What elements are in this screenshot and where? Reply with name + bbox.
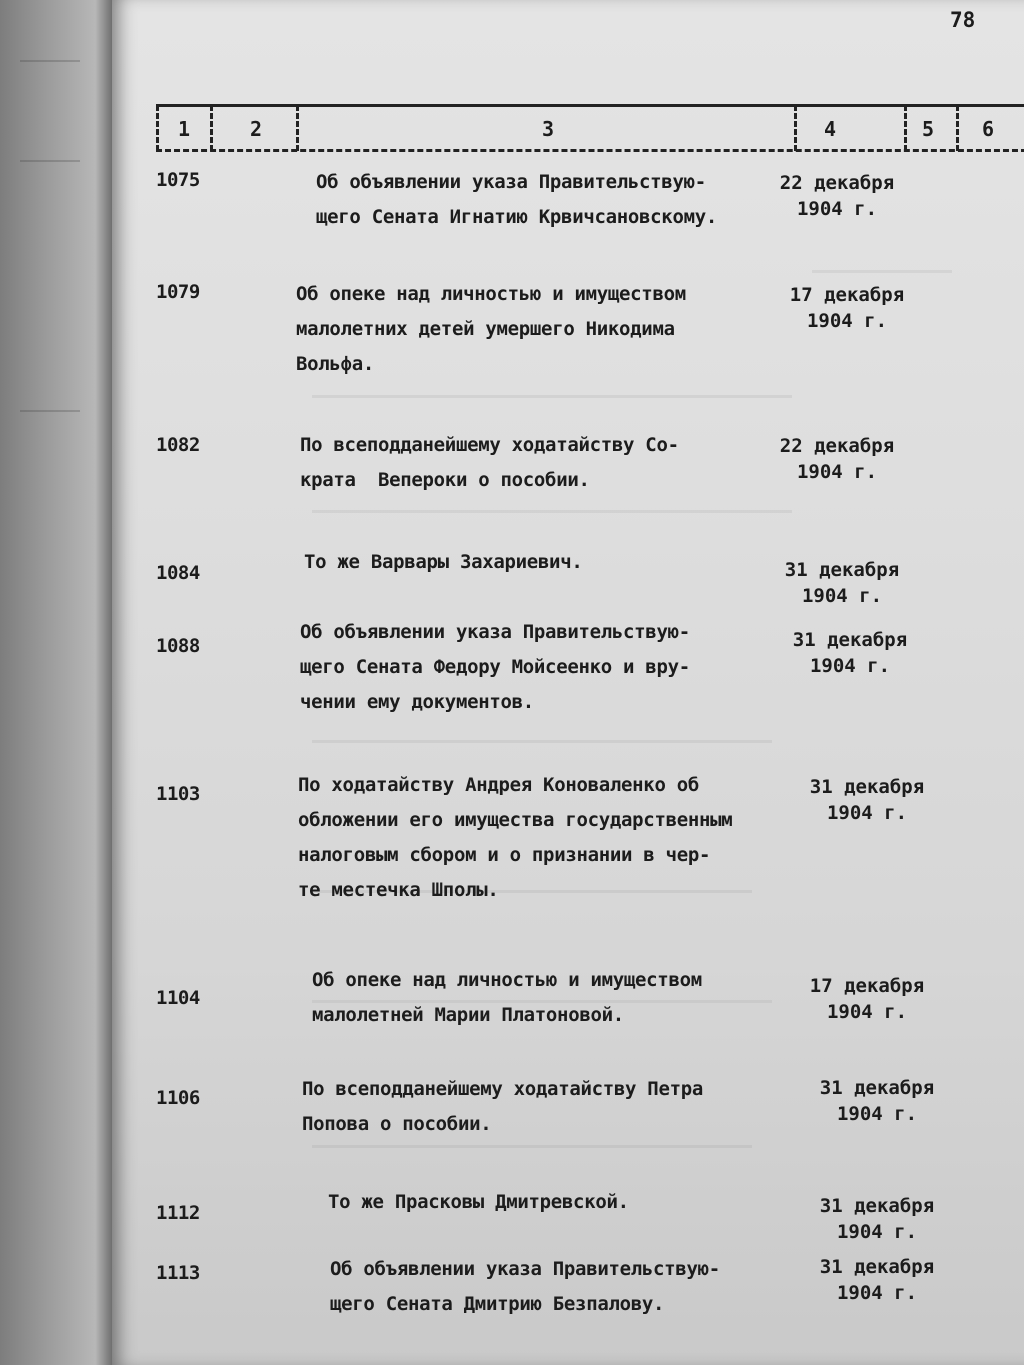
description-line: обложении его имущества государственным	[298, 809, 733, 831]
row-description	[302, 1072, 792, 1142]
description-line: То же Варвары Захариевич.	[304, 551, 583, 573]
column-divider	[794, 105, 797, 151]
date-year: 1904 г.	[796, 198, 878, 220]
description-line: налоговым сбором и о признании в чер-	[298, 844, 711, 866]
row-number: 1075	[156, 169, 200, 191]
column-label-4: 4	[824, 117, 837, 141]
row-date	[802, 1075, 952, 1127]
row-number: 1088	[156, 635, 200, 657]
date-year: 1904 г.	[826, 1001, 908, 1023]
row-date	[792, 774, 942, 826]
description-line: По всеподданейшему ходатайству Со-	[300, 434, 679, 456]
date-day: 17 декабря	[789, 284, 905, 306]
date-year: 1904 г.	[801, 585, 883, 607]
column-divider	[156, 105, 159, 151]
column-divider	[210, 105, 213, 151]
date-year: 1904 г.	[796, 461, 878, 483]
row-number: 1082	[156, 434, 200, 456]
description-line: По ходатайству Андрея Коноваленко об	[298, 774, 700, 796]
date-year: 1904 г.	[806, 310, 888, 332]
page-number: 78	[950, 8, 976, 32]
facing-page-edge	[0, 0, 112, 1365]
row-number: 1103	[156, 783, 200, 805]
column-divider	[296, 105, 299, 151]
description-line: То же Прасковы Дмитревской.	[328, 1191, 629, 1213]
row-number: 1104	[156, 987, 200, 1009]
column-label-2: 2	[250, 117, 263, 141]
row-number: 1106	[156, 1087, 200, 1109]
date-year: 1904 г.	[836, 1221, 918, 1243]
row-description	[300, 428, 790, 498]
column-label-3: 3	[542, 117, 555, 141]
description-line: Попова о пособии.	[302, 1113, 492, 1135]
bleed-through-mark	[312, 1145, 752, 1148]
date-year: 1904 г.	[836, 1103, 918, 1125]
bleed-through-mark	[312, 395, 792, 398]
column-header	[156, 104, 1024, 152]
document-page	[112, 0, 1024, 1365]
row-description	[312, 963, 802, 1033]
description-line: щего Сената Дмитрию Безпалову.	[330, 1293, 665, 1315]
row-number: 1112	[156, 1202, 200, 1224]
row-date	[772, 282, 922, 334]
row-number: 1084	[156, 562, 200, 584]
row-description	[330, 1252, 820, 1322]
description-line: По всеподданейшему ходатайству Петра	[302, 1078, 704, 1100]
row-date	[802, 1193, 952, 1245]
row-description	[328, 1185, 818, 1220]
row-description	[316, 165, 806, 235]
description-line: чении ему документов.	[300, 691, 534, 713]
description-line: крата Вепероки о пособии.	[300, 469, 590, 491]
date-day: 31 декабря	[784, 559, 900, 581]
date-year: 1904 г.	[836, 1282, 918, 1304]
row-date	[792, 973, 942, 1025]
description-line: щего Сената Игнатию Крвичсановскому.	[316, 206, 718, 228]
row-date	[762, 170, 912, 222]
row-date	[775, 627, 925, 679]
description-line: щего Сената Федору Мойсеенко и вру-	[300, 656, 690, 678]
row-number: 1079	[156, 281, 200, 303]
description-line: Об объявлении указа Правительствую-	[316, 171, 706, 193]
description-line: Об опеке над личностью и имуществом	[296, 283, 686, 305]
facing-page-mark	[20, 410, 80, 412]
row-description	[296, 277, 786, 382]
bleed-through-mark	[312, 510, 792, 513]
row-date	[802, 1254, 952, 1306]
date-day: 22 декабря	[779, 435, 895, 457]
date-day: 22 декабря	[779, 172, 895, 194]
description-line: малолетних детей умершего Никодима	[296, 318, 675, 340]
column-divider	[956, 105, 959, 151]
description-line: Об объявлении указа Правительствую-	[330, 1258, 720, 1280]
row-number: 1113	[156, 1262, 200, 1284]
row-description	[300, 615, 790, 720]
date-day: 31 декабря	[809, 776, 925, 798]
bleed-through-mark	[312, 740, 772, 743]
row-description	[304, 545, 794, 580]
facing-page-mark	[20, 60, 80, 62]
row-date	[762, 433, 912, 485]
description-line: Об объявлении указа Правительствую-	[300, 621, 690, 643]
date-day: 31 декабря	[819, 1256, 935, 1278]
bleed-through-mark	[812, 270, 952, 273]
description-line: Вольфа.	[296, 353, 374, 375]
facing-page-mark	[20, 160, 80, 162]
description-line: малолетней Марии Платоновой.	[312, 1004, 624, 1026]
row-date	[767, 557, 917, 609]
column-label-5: 5	[922, 117, 935, 141]
row-description	[298, 768, 788, 908]
column-label-6: 6	[982, 117, 995, 141]
description-line: те местечка Шполы.	[298, 879, 499, 901]
date-day: 31 декабря	[819, 1077, 935, 1099]
date-year: 1904 г.	[826, 802, 908, 824]
date-day: 17 декабря	[809, 975, 925, 997]
column-divider	[904, 105, 907, 151]
column-label-1: 1	[178, 117, 191, 141]
description-line: Об опеке над личностью и имуществом	[312, 969, 702, 991]
date-year: 1904 г.	[809, 655, 891, 677]
date-day: 31 декабря	[792, 629, 908, 651]
date-day: 31 декабря	[819, 1195, 935, 1217]
